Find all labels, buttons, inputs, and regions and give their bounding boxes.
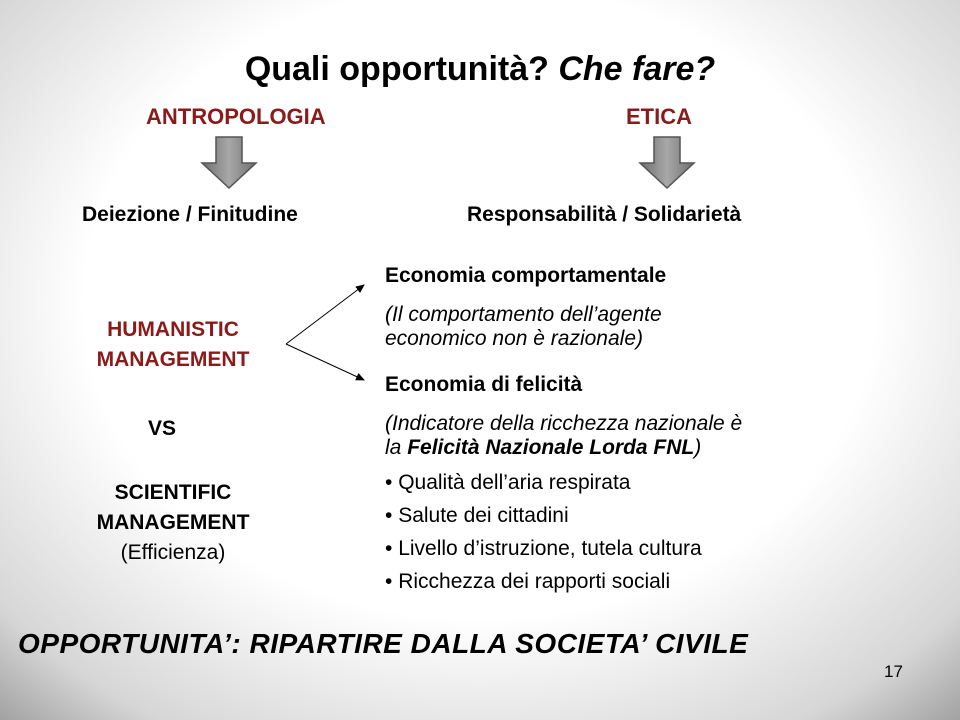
happiness-economics-title: Economia di felicità <box>385 373 583 396</box>
happiness-economics-desc <box>385 412 742 460</box>
humanistic-line1: HUMANISTIC <box>107 318 239 341</box>
list-item: • Salute dei cittadini <box>385 499 702 532</box>
humanistic-line2: MANAGEMENT <box>96 348 250 371</box>
list-item: • Ricchezza dei rapporti sociali <box>385 565 702 598</box>
scientific-note: (Efficienza) <box>120 541 226 564</box>
conclusion-banner: OPPORTUNITA’: RIPARTIRE DALLA SOCIETA’ CIVILE <box>18 628 749 659</box>
behavioral-economics-desc <box>385 303 662 351</box>
happiness-desc-prefix: la <box>385 436 408 459</box>
happiness-desc-suffix: ) <box>694 436 702 459</box>
heading-etica: ETICA <box>626 104 692 129</box>
down-arrow-left-icon <box>200 136 258 190</box>
fnl-term: Felicità Nazionale Lorda FNL <box>407 436 695 459</box>
humanistic-management <box>68 315 278 375</box>
vs-label: VS <box>148 417 177 440</box>
branch-arrows-icon <box>280 280 370 385</box>
behavioral-economics-title: Economia comportamentale <box>385 264 667 287</box>
title-main: Quali opportunità? <box>244 50 549 88</box>
behavioral-desc-line2: economico non è razionale) <box>385 327 643 350</box>
down-arrow-right-icon <box>638 136 696 190</box>
subheading-right: Responsabilità / Solidarietà <box>467 203 742 226</box>
list-item: • Qualità dell’aria respirata <box>385 466 702 499</box>
scientific-line1: SCIENTIFIC <box>114 481 232 504</box>
slide-title <box>0 50 960 89</box>
heading-antropologia: ANTROPOLOGIA <box>146 104 326 129</box>
subheading-left: Deiezione / Finitudine <box>82 203 298 226</box>
behavioral-desc-line1: (Il comportamento dell’agente <box>385 303 662 326</box>
scientific-line2: MANAGEMENT <box>96 511 250 534</box>
indicator-list <box>385 466 702 598</box>
happiness-desc-line2 <box>385 436 742 460</box>
happiness-desc-line1: (Indicatore della ricchezza nazionale è <box>385 412 743 435</box>
page-number: 17 <box>884 662 903 681</box>
title-italic: Che fare? <box>558 50 716 88</box>
scientific-management <box>68 478 278 568</box>
list-item: • Livello d’istruzione, tutela cultura <box>385 532 702 565</box>
